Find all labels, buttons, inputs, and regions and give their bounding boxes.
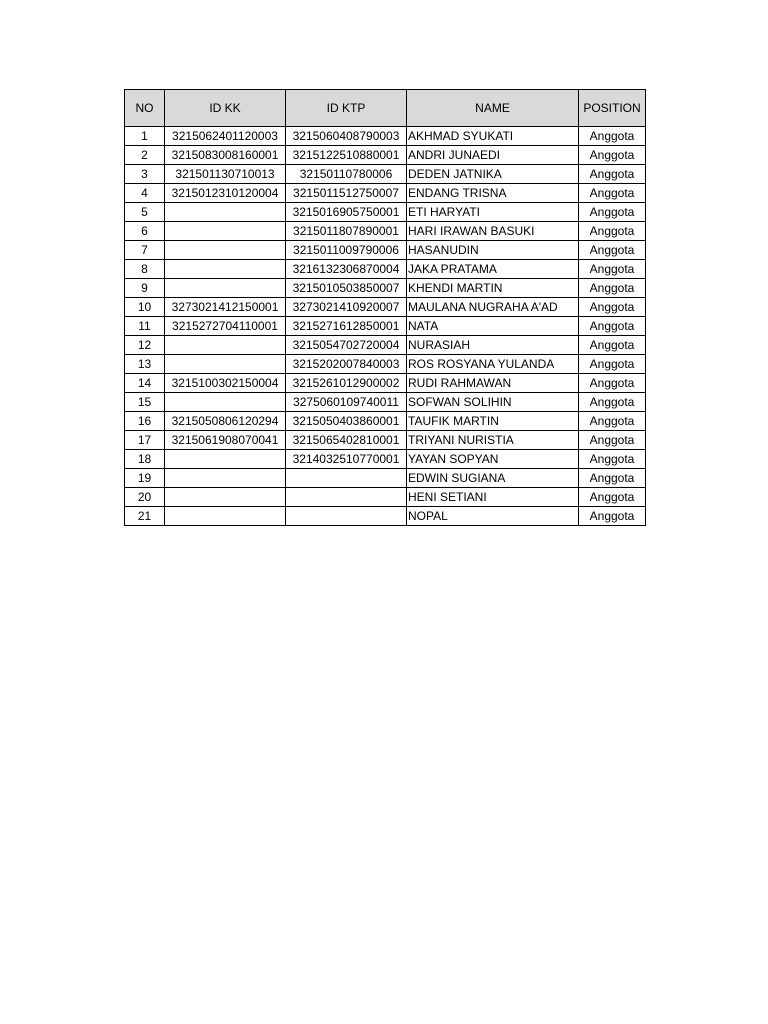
cell-no: 20 bbox=[125, 488, 165, 507]
cell-id-kk bbox=[165, 507, 286, 526]
cell-id-ktp: 3214032510770001 bbox=[286, 450, 407, 469]
cell-id-ktp bbox=[286, 488, 407, 507]
cell-position: Anggota bbox=[579, 507, 646, 526]
header-name: NAME bbox=[407, 90, 579, 127]
cell-no: 19 bbox=[125, 469, 165, 488]
cell-position: Anggota bbox=[579, 241, 646, 260]
table-row bbox=[125, 450, 646, 469]
cell-no: 18 bbox=[125, 450, 165, 469]
cell-id-kk: 3215062401120003 bbox=[165, 127, 286, 146]
table-row bbox=[125, 203, 646, 222]
cell-position: Anggota bbox=[579, 450, 646, 469]
cell-no: 7 bbox=[125, 241, 165, 260]
table-row bbox=[125, 146, 646, 165]
table-row bbox=[125, 336, 646, 355]
cell-position: Anggota bbox=[579, 203, 646, 222]
cell-position: Anggota bbox=[579, 355, 646, 374]
table-row bbox=[125, 393, 646, 412]
cell-no: 15 bbox=[125, 393, 165, 412]
cell-position: Anggota bbox=[579, 279, 646, 298]
cell-no: 16 bbox=[125, 412, 165, 431]
cell-position: Anggota bbox=[579, 184, 646, 203]
cell-no: 12 bbox=[125, 336, 165, 355]
table-header bbox=[125, 90, 646, 127]
cell-id-ktp: 3215054702720004 bbox=[286, 336, 407, 355]
cell-name: TRIYANI NURISTIA bbox=[407, 431, 579, 450]
table-row bbox=[125, 298, 646, 317]
table-row bbox=[125, 222, 646, 241]
cell-id-ktp: 3215060408790003 bbox=[286, 127, 407, 146]
table-row bbox=[125, 127, 646, 146]
table-row bbox=[125, 507, 646, 526]
cell-no: 6 bbox=[125, 222, 165, 241]
table-row bbox=[125, 431, 646, 450]
cell-id-kk bbox=[165, 260, 286, 279]
cell-id-kk bbox=[165, 222, 286, 241]
cell-name: ETI HARYATI bbox=[407, 203, 579, 222]
cell-name: MAULANA NUGRAHA A'AD bbox=[407, 298, 579, 317]
cell-name: DEDEN JATNIKA bbox=[407, 165, 579, 184]
cell-name: TAUFIK MARTIN bbox=[407, 412, 579, 431]
header-position: POSITION bbox=[579, 90, 646, 127]
cell-no: 17 bbox=[125, 431, 165, 450]
cell-position: Anggota bbox=[579, 222, 646, 241]
cell-no: 10 bbox=[125, 298, 165, 317]
cell-id-kk bbox=[165, 241, 286, 260]
cell-position: Anggota bbox=[579, 165, 646, 184]
cell-id-ktp: 3215202007840003 bbox=[286, 355, 407, 374]
table-row bbox=[125, 184, 646, 203]
cell-name: RUDI RAHMAWAN bbox=[407, 374, 579, 393]
cell-position: Anggota bbox=[579, 336, 646, 355]
cell-id-kk bbox=[165, 203, 286, 222]
cell-id-ktp bbox=[286, 507, 407, 526]
cell-name: HARI IRAWAN BASUKI bbox=[407, 222, 579, 241]
cell-id-ktp: 32150110780006 bbox=[286, 165, 407, 184]
cell-id-ktp: 3215016905750001 bbox=[286, 203, 407, 222]
cell-name: NATA bbox=[407, 317, 579, 336]
member-table bbox=[124, 89, 646, 526]
cell-no: 21 bbox=[125, 507, 165, 526]
cell-name: ANDRI JUNAEDI bbox=[407, 146, 579, 165]
cell-position: Anggota bbox=[579, 412, 646, 431]
cell-id-kk: 3215100302150004 bbox=[165, 374, 286, 393]
cell-position: Anggota bbox=[579, 127, 646, 146]
cell-name: AKHMAD SYUKATI bbox=[407, 127, 579, 146]
cell-position: Anggota bbox=[579, 393, 646, 412]
cell-id-kk bbox=[165, 336, 286, 355]
cell-name: HASANUDIN bbox=[407, 241, 579, 260]
table-row bbox=[125, 469, 646, 488]
cell-id-kk: 3215083008160001 bbox=[165, 146, 286, 165]
cell-name: SOFWAN SOLIHIN bbox=[407, 393, 579, 412]
cell-name: ROS ROSYANA YULANDA bbox=[407, 355, 579, 374]
header-id-ktp: ID KTP bbox=[286, 90, 407, 127]
cell-id-ktp: 3215011807890001 bbox=[286, 222, 407, 241]
cell-no: 8 bbox=[125, 260, 165, 279]
cell-name: ENDANG TRISNA bbox=[407, 184, 579, 203]
cell-position: Anggota bbox=[579, 317, 646, 336]
cell-id-kk bbox=[165, 488, 286, 507]
table-row bbox=[125, 374, 646, 393]
cell-name: JAKA PRATAMA bbox=[407, 260, 579, 279]
cell-name: KHENDI MARTIN bbox=[407, 279, 579, 298]
cell-no: 5 bbox=[125, 203, 165, 222]
cell-name: NURASIAH bbox=[407, 336, 579, 355]
cell-position: Anggota bbox=[579, 374, 646, 393]
cell-position: Anggota bbox=[579, 488, 646, 507]
cell-id-kk bbox=[165, 279, 286, 298]
table-row bbox=[125, 241, 646, 260]
cell-name: HENI SETIANI bbox=[407, 488, 579, 507]
cell-position: Anggota bbox=[579, 260, 646, 279]
cell-id-ktp: 3273021410920007 bbox=[286, 298, 407, 317]
cell-no: 9 bbox=[125, 279, 165, 298]
cell-id-ktp bbox=[286, 469, 407, 488]
cell-no: 14 bbox=[125, 374, 165, 393]
header-id-kk: ID KK bbox=[165, 90, 286, 127]
table-row bbox=[125, 279, 646, 298]
cell-id-kk bbox=[165, 469, 286, 488]
cell-name: EDWIN SUGIANA bbox=[407, 469, 579, 488]
cell-id-kk: 3215050806120294 bbox=[165, 412, 286, 431]
table-row bbox=[125, 488, 646, 507]
cell-id-kk bbox=[165, 355, 286, 374]
cell-id-ktp: 3216132306870004 bbox=[286, 260, 407, 279]
cell-id-ktp: 3215122510880001 bbox=[286, 146, 407, 165]
cell-id-ktp: 3215261012900002 bbox=[286, 374, 407, 393]
cell-id-ktp: 3275060109740011 bbox=[286, 393, 407, 412]
cell-id-kk: 3273021412150001 bbox=[165, 298, 286, 317]
table-row bbox=[125, 165, 646, 184]
cell-position: Anggota bbox=[579, 431, 646, 450]
cell-id-kk: 3215012310120004 bbox=[165, 184, 286, 203]
table-row bbox=[125, 317, 646, 336]
table-row bbox=[125, 412, 646, 431]
cell-id-kk: 321501130710013 bbox=[165, 165, 286, 184]
header-row bbox=[125, 90, 646, 127]
cell-position: Anggota bbox=[579, 298, 646, 317]
cell-no: 2 bbox=[125, 146, 165, 165]
table-body bbox=[125, 127, 646, 526]
header-no: NO bbox=[125, 90, 165, 127]
cell-id-kk: 3215272704110001 bbox=[165, 317, 286, 336]
cell-id-kk bbox=[165, 393, 286, 412]
cell-id-ktp: 3215050403860001 bbox=[286, 412, 407, 431]
cell-id-ktp: 3215271612850001 bbox=[286, 317, 407, 336]
cell-no: 4 bbox=[125, 184, 165, 203]
cell-position: Anggota bbox=[579, 146, 646, 165]
table-row bbox=[125, 355, 646, 374]
cell-id-ktp: 3215011512750007 bbox=[286, 184, 407, 203]
cell-name: NOPAL bbox=[407, 507, 579, 526]
cell-id-kk bbox=[165, 450, 286, 469]
cell-no: 11 bbox=[125, 317, 165, 336]
cell-id-ktp: 3215010503850007 bbox=[286, 279, 407, 298]
cell-no: 1 bbox=[125, 127, 165, 146]
cell-id-ktp: 3215065402810001 bbox=[286, 431, 407, 450]
cell-no: 3 bbox=[125, 165, 165, 184]
cell-id-kk: 3215061908070041 bbox=[165, 431, 286, 450]
cell-position: Anggota bbox=[579, 469, 646, 488]
cell-name: YAYAN SOPYAN bbox=[407, 450, 579, 469]
cell-no: 13 bbox=[125, 355, 165, 374]
cell-id-ktp: 3215011009790006 bbox=[286, 241, 407, 260]
table-row bbox=[125, 260, 646, 279]
